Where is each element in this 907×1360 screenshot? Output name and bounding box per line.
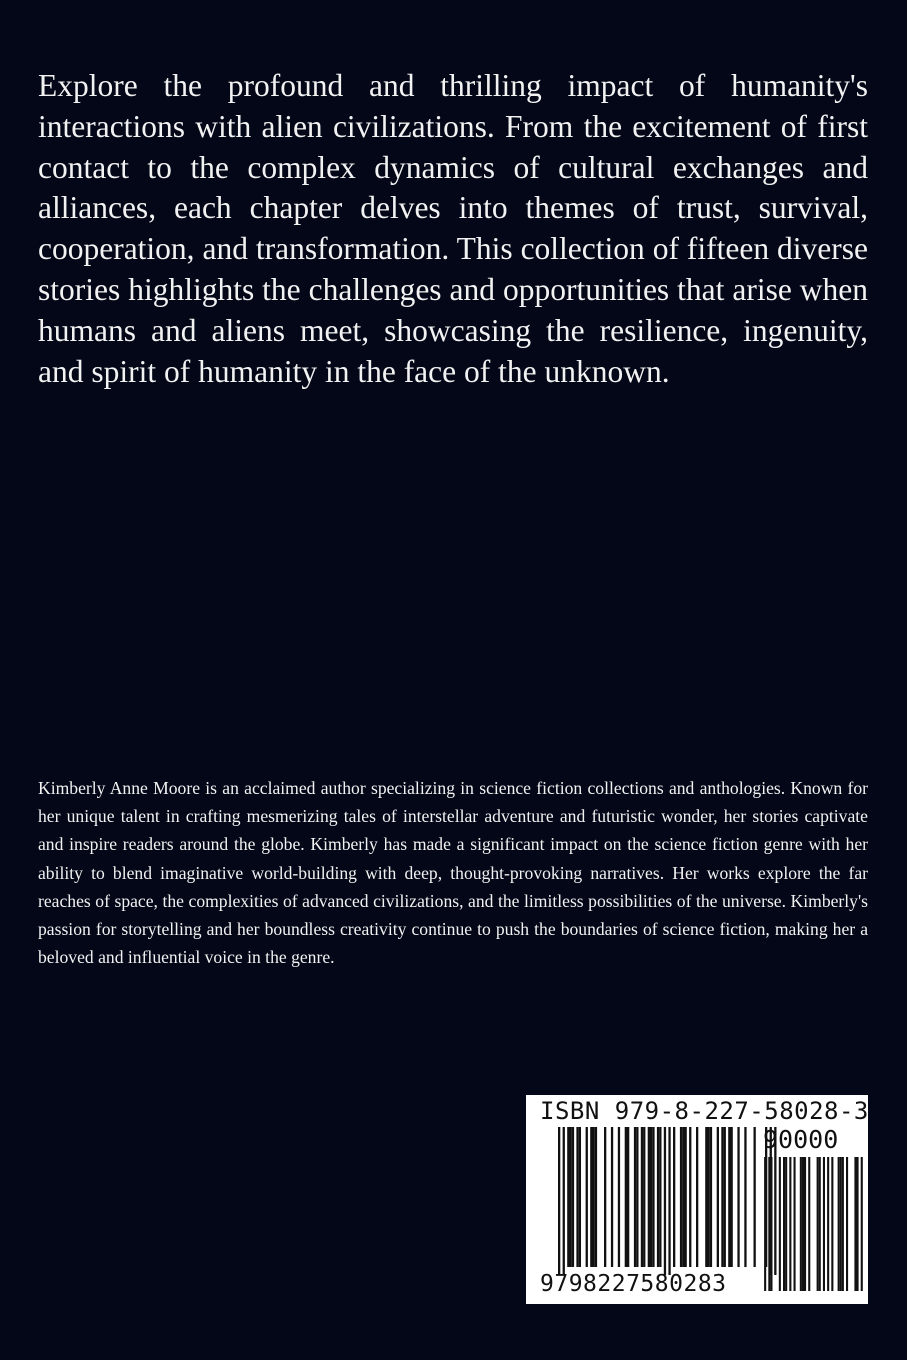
- isbn-barcode: [526, 1095, 868, 1304]
- barcode-bar: [731, 1127, 733, 1267]
- barcode-bar: [611, 1127, 613, 1267]
- author-bio: Kimberly Anne Moore is an acclaimed author specializing in science fiction collections and anthologies. Known for her unique talent in crafting mesmerizing tales of interstellar adventure and futuristic wonder, her stories captivate and inspire readers around the globe. Kimberly has made a significant impact on the science fiction genre with her ability to blend imaginative world-building with deep, thought-provoking narratives. Her works explore the far reaches of space, the complexities of advanced civilizations, and the limitless possibilities of the universe. Kimberly's passion for storytelling and her boundless creativity continue to push the boundaries of science fiction, making her a beloved and influential voice in the genre.: [38, 778, 868, 968]
- barcode-bar: [721, 1127, 723, 1267]
- barcode-bar: [673, 1127, 675, 1267]
- barcode-bar: [705, 1127, 707, 1267]
- addon-bar: [789, 1157, 791, 1291]
- barcode-bar: [650, 1127, 652, 1267]
- barcode-bar: [689, 1127, 691, 1267]
- barcode-bar: [563, 1127, 565, 1275]
- barcode-bar: [685, 1127, 687, 1267]
- barcode-bar: [572, 1127, 574, 1267]
- barcode-bar: [618, 1127, 620, 1267]
- barcode-bar: [659, 1127, 661, 1267]
- barcode-bar: [710, 1127, 712, 1267]
- price-code: 90000: [763, 1125, 839, 1154]
- addon-bar: [768, 1157, 770, 1291]
- barcode-bar: [627, 1127, 629, 1267]
- addon-bar: [802, 1157, 804, 1291]
- addon-bar: [779, 1157, 781, 1291]
- addon-bar: [808, 1157, 810, 1291]
- barcode-bar: [636, 1127, 638, 1267]
- barcode-digits: 9798227580283: [540, 1271, 727, 1297]
- addon-bar: [854, 1157, 856, 1291]
- barcode-bar: [586, 1127, 588, 1267]
- addon-bar: [770, 1157, 772, 1291]
- addon-bar: [794, 1157, 796, 1291]
- addon-bar: [783, 1157, 785, 1291]
- barcode-bar: [558, 1127, 560, 1275]
- addon-bar: [857, 1157, 859, 1291]
- barcode-bar: [657, 1127, 659, 1267]
- barcode-bar: [634, 1127, 636, 1267]
- barcode-bar: [641, 1127, 643, 1267]
- barcode-bar: [744, 1127, 746, 1267]
- barcode-bar: [737, 1127, 739, 1267]
- barcode-bar: [590, 1127, 592, 1267]
- barcode-bar: [576, 1127, 578, 1267]
- barcode-bar: [728, 1127, 730, 1267]
- barcode-bar: [754, 1127, 756, 1267]
- barcode-bar: [567, 1127, 569, 1267]
- barcode-bar: [593, 1127, 595, 1267]
- barcode-bar: [696, 1127, 698, 1267]
- barcode-bar: [625, 1127, 627, 1267]
- barcode-bar: [595, 1127, 597, 1267]
- barcode-bar: [648, 1127, 650, 1267]
- addon-bar: [846, 1157, 848, 1291]
- barcode-bar: [680, 1127, 682, 1267]
- barcode-bar: [682, 1127, 684, 1267]
- addon-bar: [823, 1157, 825, 1291]
- barcode-bar: [664, 1127, 666, 1275]
- barcode-bar: [708, 1127, 710, 1267]
- barcode-bar: [717, 1127, 719, 1267]
- barcode-bar: [643, 1127, 645, 1267]
- addon-bar: [838, 1157, 840, 1291]
- addon-bar: [800, 1157, 802, 1291]
- barcode-bar: [724, 1127, 726, 1267]
- barcode-bar: [668, 1127, 670, 1275]
- addon-bar: [817, 1157, 819, 1291]
- barcode-bar: [570, 1127, 572, 1267]
- blurb-text: Explore the profound and thrilling impact of humanity's interactions with alien civilizations. From the excitement of first contact to the complex dynamics of cultural exchanges and alliances, each chapter delves into themes of trust, survival, cooperation, and transformation. This collection of fifteen diverse stories highlights the challenges and opportunities that arise when humans and aliens meet, showcasing the resilience, ingenuity, and spirit of humanity in the face of the unknown.: [38, 68, 868, 389]
- addon-bar: [842, 1157, 844, 1291]
- addon-bar: [831, 1157, 833, 1291]
- addon-bar: [840, 1157, 842, 1291]
- addon-bar: [804, 1157, 806, 1291]
- addon-bar: [861, 1157, 863, 1291]
- addon-bar: [764, 1157, 766, 1291]
- addon-bar: [827, 1157, 829, 1291]
- addon-bar: [819, 1157, 821, 1291]
- isbn-label: ISBN 979-8-227-58028-3: [540, 1097, 869, 1125]
- addon-bar: [785, 1157, 787, 1291]
- barcode-bar: [652, 1127, 654, 1267]
- barcode-bar: [579, 1127, 581, 1267]
- barcode-bar: [604, 1127, 606, 1267]
